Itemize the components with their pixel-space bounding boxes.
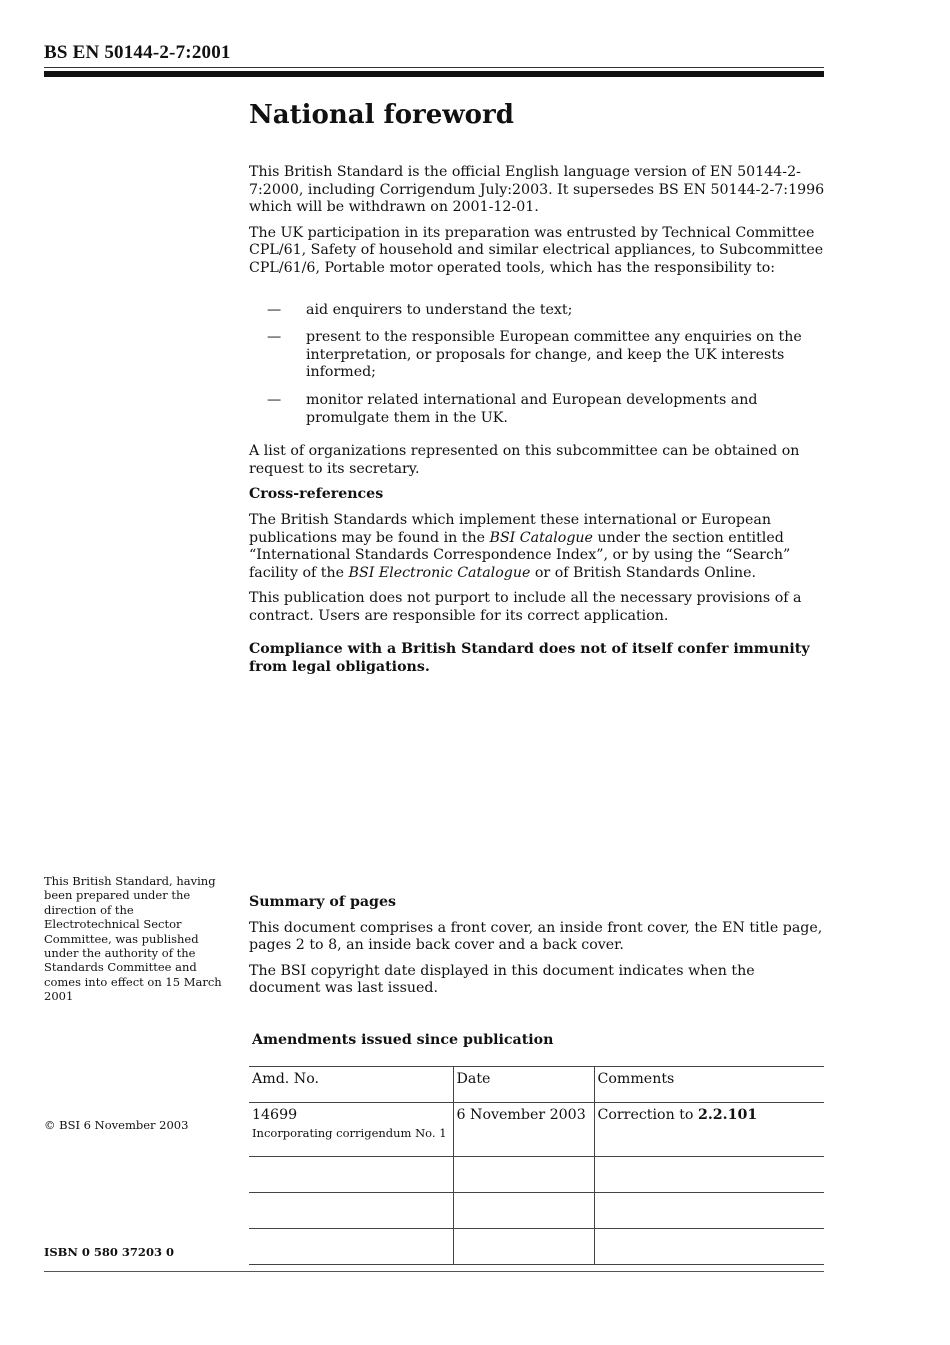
summary-heading: Summary of pages — [249, 894, 396, 910]
footer-rule — [44, 1271, 824, 1272]
summary-paragraph-2: The BSI copyright date displayed in this document indicates when the document was last issued. — [249, 962, 755, 997]
copyright-notice: © BSI 6 November 2003 — [44, 1118, 189, 1132]
column-header-date: Date — [453, 1067, 594, 1103]
header-rule-thick — [44, 71, 824, 77]
dash-marker: — — [267, 301, 282, 318]
isbn: ISBN 0 580 37203 0 — [44, 1245, 174, 1259]
foreword-body — [249, 164, 827, 685]
compliance-statement: Compliance with a British Standard does not of itself confer immunity from legal obligations. — [249, 641, 810, 676]
header-rule-thin — [44, 67, 824, 68]
summary-paragraph-1: This document comprises a front cover, an inside front cover, the EN title page, pages 2 to 8, an inside back cover and a back cover. — [249, 919, 823, 954]
intro-paragraph-2: The UK participation in its preparation was entrusted by Technical Committee CPL/61, Safety of household and similar electrical appliances, to Subcommittee CPL/61/6, Portable motor operated tools, which has the responsibility to: — [249, 224, 824, 276]
dash-marker: — — [267, 391, 282, 408]
date-cell: 6 November 2003 — [453, 1103, 594, 1157]
table-row-empty — [249, 1229, 824, 1265]
amd-no-cell: 14699 Incorporating corrigendum No. 1 — [249, 1103, 453, 1157]
summary-section — [249, 894, 827, 1006]
list-item: — aid enquirers to understand the text; — [267, 301, 573, 318]
table-header-row — [249, 1067, 824, 1103]
contract-paragraph: This publication does not purport to include all the necessary provisions of a contract. Users are responsible for its correct application. — [249, 590, 802, 624]
table-row-empty — [249, 1157, 824, 1193]
column-header-comments: Comments — [594, 1067, 824, 1103]
responsibility-list — [249, 302, 827, 428]
list-item: — present to the responsible European committee any enquiries on the interpretation, or proposals for change, and keep the UK interests informed; — [267, 329, 802, 381]
dash-marker: — — [267, 329, 282, 346]
document-id-header: BS EN 50144-2-7:2001 — [44, 42, 231, 63]
amendments-heading: Amendments issued since publication — [252, 1032, 554, 1048]
clause-ref: 2.2.101 — [697, 1107, 758, 1123]
bsi-catalogue-ref: BSI Catalogue — [489, 529, 593, 546]
intro-paragraph-1: This British Standard is the official English language version of EN 50144-2-7:2000, including Corrigendum July:2003. It supersedes BS EN 50144-2-7:1996 which will be withdrawn on 2001-12-01. — [249, 164, 825, 216]
authority-note: This British Standard, having been prepared under the direction of the Electrotechnical Sector Committee, was published under the authority of the Standards Committee and comes into effect on 15 March 2001 — [44, 874, 222, 1004]
list-item: — monitor related international and European developments and promulgate them in the UK. — [267, 391, 758, 426]
page-title: National foreword — [249, 100, 514, 130]
bsi-electronic-catalogue-ref: BSI Electronic Catalogue — [348, 564, 531, 581]
table-row-empty — [249, 1193, 824, 1229]
org-list-paragraph: A list of organizations represented on this subcommittee can be obtained on request to its secretary. — [249, 443, 800, 477]
cross-references-paragraph: The British Standards which implement these international or European publications may be found in the BSI Catalogue under the section entitled “International Standards Correspondence Index”, or by using the “Search” facility of the BSI Electronic Catalogue or of British Standards Online. — [249, 511, 791, 581]
table-row — [249, 1103, 824, 1157]
comments-cell: Correction to 2.2.101 — [594, 1103, 824, 1157]
corrigendum-note: Incorporating corrigendum No. 1 — [252, 1126, 447, 1140]
cross-references-heading: Cross-references — [249, 486, 384, 503]
amendments-table — [249, 1066, 824, 1265]
column-header-amd-no: Amd. No. — [249, 1067, 453, 1103]
